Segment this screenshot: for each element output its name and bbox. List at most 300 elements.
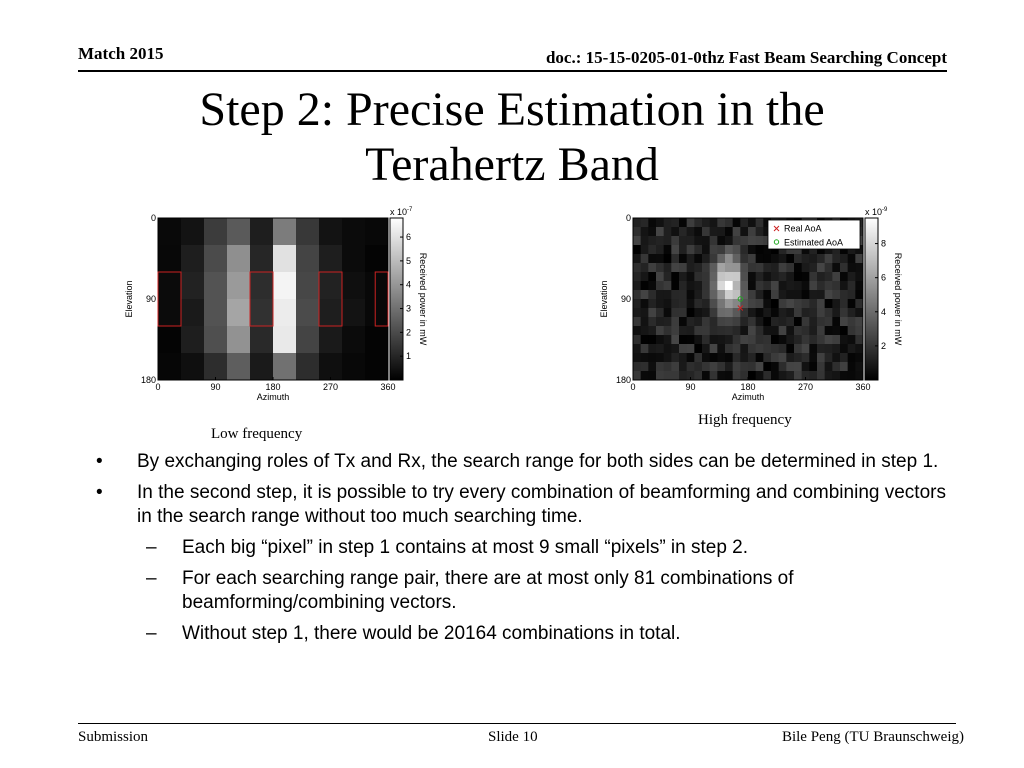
- heatmap-cell: [702, 263, 710, 272]
- heatmap-cell: [717, 254, 725, 263]
- heatmap-cell: [756, 317, 764, 326]
- heatmap-cell: [756, 344, 764, 353]
- heatmap-cell: [319, 326, 342, 353]
- heatmap-cell: [694, 335, 702, 344]
- heatmap-cell: [656, 254, 664, 263]
- heatmap-cell: [786, 290, 794, 299]
- heatmap-cell: [733, 236, 741, 245]
- heatmap-cell: [763, 272, 771, 281]
- x-tick-label: 180: [740, 382, 756, 392]
- heatmap-cell: [250, 353, 273, 380]
- bullet-item: [96, 622, 946, 646]
- heatmap-cell: [656, 326, 664, 335]
- heatmap-cell: [763, 263, 771, 272]
- heatmap-cell: [756, 299, 764, 308]
- heatmap-cell: [840, 308, 848, 317]
- heatmap-cell: [848, 281, 856, 290]
- heatmap-cell: [809, 344, 817, 353]
- heatmap-cell: [641, 299, 649, 308]
- heatmap-cell: [296, 353, 319, 380]
- heatmap-cell: [687, 344, 695, 353]
- heatmap-cell: [771, 263, 779, 272]
- heatmap-cell: [204, 218, 227, 245]
- heatmap-cell: [679, 299, 687, 308]
- heatmap-cell: [779, 353, 787, 362]
- heatmap-cell: [725, 254, 733, 263]
- bullet-item: [96, 450, 946, 474]
- heatmap-cell: [848, 362, 856, 371]
- heatmap-cell: [779, 317, 787, 326]
- heatmap-cell: [848, 299, 856, 308]
- heatmap-cell: [794, 353, 802, 362]
- heatmap-cell: [802, 272, 810, 281]
- heatmap-cell: [756, 218, 764, 227]
- heatmap-cell: [273, 218, 296, 245]
- heatmap-cell: [802, 290, 810, 299]
- heatmap-cell: [671, 326, 679, 335]
- heatmap-cell: [273, 353, 296, 380]
- heatmap-cell: [740, 245, 748, 254]
- heatmap-cell: [656, 263, 664, 272]
- heatmap-cell: [671, 353, 679, 362]
- heatmap-cell: [756, 227, 764, 236]
- heatmap-cell: [771, 281, 779, 290]
- heatmap-cell: [725, 362, 733, 371]
- heatmap-cell: [648, 335, 656, 344]
- heatmap-cell: [204, 245, 227, 272]
- heatmap-cell: [802, 326, 810, 335]
- heatmap-cell: [664, 272, 672, 281]
- slide-title-line-2: Terahertz Band: [365, 138, 659, 191]
- heatmap-cell: [771, 317, 779, 326]
- heatmap-cell: [694, 362, 702, 371]
- heatmap-cell: [817, 308, 825, 317]
- heatmap-cell: [794, 281, 802, 290]
- heatmap-cell: [641, 344, 649, 353]
- heatmap-cell: [817, 353, 825, 362]
- heatmap-cell: [648, 263, 656, 272]
- heatmap-cell: [756, 245, 764, 254]
- heatmap-cell: [158, 326, 181, 353]
- heatmap-cell: [717, 371, 725, 380]
- heatmap-cell: [809, 254, 817, 263]
- heatmap-cell: [848, 254, 856, 263]
- heatmap-cell: [296, 326, 319, 353]
- colorbar-tick-label: 2: [881, 340, 887, 351]
- heatmap-cell: [817, 335, 825, 344]
- heatmap-cell: [733, 362, 741, 371]
- heatmap-cell: [740, 371, 748, 380]
- heatmap-cell: [817, 326, 825, 335]
- heatmap-cell: [756, 371, 764, 380]
- heatmap-cell: [679, 281, 687, 290]
- heatmap-cell: [725, 344, 733, 353]
- heatmap-cell: [802, 317, 810, 326]
- heatmap-cell: [227, 326, 250, 353]
- heatmap-cell: [740, 344, 748, 353]
- heatmap-cell: [771, 353, 779, 362]
- heatmap-cell: [687, 308, 695, 317]
- heatmap-cell: [786, 344, 794, 353]
- heatmap-cell: [725, 245, 733, 254]
- heatmap-cell: [840, 371, 848, 380]
- heatmap-cell: [794, 371, 802, 380]
- heatmap-cell: [687, 236, 695, 245]
- heatmap-cell: [802, 263, 810, 272]
- heatmap-cell: [763, 362, 771, 371]
- heatmap-cell: [733, 290, 741, 299]
- heatmap-cell: [840, 281, 848, 290]
- heatmap-cell: [641, 281, 649, 290]
- colorbar-scale: [865, 207, 888, 217]
- heatmap-cell: [809, 353, 817, 362]
- heatmap-cell: [717, 299, 725, 308]
- heatmap-cell: [227, 272, 250, 299]
- heatmap-cell: [664, 317, 672, 326]
- heatmap-cell: [273, 272, 296, 299]
- heatmap-cell: [725, 218, 733, 227]
- heatmap-cell: [763, 299, 771, 308]
- heatmap-cell: [656, 299, 664, 308]
- heatmap-cell: [725, 308, 733, 317]
- heatmap-cell: [641, 371, 649, 380]
- heatmap-cell: [319, 353, 342, 380]
- heatmap-cell: [648, 281, 656, 290]
- heatmap-cell: [204, 353, 227, 380]
- heatmap-cell: [779, 371, 787, 380]
- heatmap-cell: [740, 317, 748, 326]
- heatmap-cell: [825, 290, 833, 299]
- heatmap-cell: [809, 317, 817, 326]
- heatmap-cell: [641, 353, 649, 362]
- heatmap-cell: [710, 317, 718, 326]
- heatmap-cell: [633, 371, 641, 380]
- heatmap-cell: [158, 272, 181, 299]
- heatmap-cell: [825, 353, 833, 362]
- heatmap-cell: [832, 326, 840, 335]
- colorbar-tick-label: 1: [406, 351, 412, 362]
- heatmap-cell: [694, 344, 702, 353]
- heatmap-cell: [786, 326, 794, 335]
- heatmap-cell: [786, 263, 794, 272]
- heatmap-cell: [679, 272, 687, 281]
- heatmap-cell: [365, 299, 388, 326]
- heatmap-cell: [181, 272, 204, 299]
- heatmap-cell: [717, 317, 725, 326]
- colorbar-scale-base: x 10: [865, 207, 883, 217]
- x-tick-label: 0: [630, 382, 636, 392]
- heatmap-cell: [771, 254, 779, 263]
- heatmap-cell: [710, 236, 718, 245]
- heatmap-cell: [365, 353, 388, 380]
- heatmap-cell: [633, 272, 641, 281]
- heatmap-cell: [809, 371, 817, 380]
- colorbar-tick-label: 6: [881, 272, 887, 283]
- heatmap-cell: [832, 308, 840, 317]
- heatmap-cell: [748, 254, 756, 263]
- heatmap-cell: [756, 236, 764, 245]
- heatmap-cell: [694, 371, 702, 380]
- x-tick-label: 90: [210, 382, 221, 392]
- heatmap-cell: [633, 290, 641, 299]
- heatmap-cell: [656, 353, 664, 362]
- heatmap-cell: [763, 326, 771, 335]
- footer-slide-number: Slide 10: [488, 729, 538, 745]
- colorbar-tick-label: 8: [881, 238, 887, 249]
- heatmap-cell: [825, 263, 833, 272]
- heatmap-cell: [694, 218, 702, 227]
- heatmap-cell: [710, 227, 718, 236]
- heatmap-cell: [641, 254, 649, 263]
- heatmap-cell: [656, 227, 664, 236]
- heatmap-cell: [250, 218, 273, 245]
- heatmap-cell: [717, 344, 725, 353]
- heatmap-cell: [687, 263, 695, 272]
- heatmap-cell: [679, 263, 687, 272]
- heatmap-cell: [740, 290, 748, 299]
- heatmap-cell: [848, 308, 856, 317]
- heatmap-cell: [740, 335, 748, 344]
- heatmap-cell: [733, 227, 741, 236]
- heatmap-cell: [756, 335, 764, 344]
- heatmap-cell: [694, 227, 702, 236]
- heatmap-cell: [825, 308, 833, 317]
- heatmap-cell: [848, 353, 856, 362]
- heatmap-cell: [181, 299, 204, 326]
- heatmap-cell: [296, 272, 319, 299]
- heatmap-cell: [687, 281, 695, 290]
- heatmap-cell: [702, 281, 710, 290]
- heatmap-cell: [158, 245, 181, 272]
- heatmap-cell: [779, 263, 787, 272]
- heatmap-cell: [840, 317, 848, 326]
- x-tick-label: 0: [155, 382, 161, 392]
- y-axis-label: Elevation: [599, 280, 609, 318]
- heatmap-cell: [717, 218, 725, 227]
- heatmap-cell: [733, 317, 741, 326]
- heatmap-cell: [656, 245, 664, 254]
- heatmap-cell: [710, 335, 718, 344]
- heatmap-cell: [771, 272, 779, 281]
- heatmap-cell: [855, 308, 863, 317]
- heatmap-cell: [802, 308, 810, 317]
- heatmap-cell: [832, 371, 840, 380]
- heatmap-cell: [319, 218, 342, 245]
- heatmap-cell: [817, 263, 825, 272]
- heatmap-cell: [648, 290, 656, 299]
- heatmap-cell: [855, 272, 863, 281]
- heatmap-cell: [664, 254, 672, 263]
- heatmap-cell: [664, 326, 672, 335]
- heatmap-cell: [633, 362, 641, 371]
- heatmap-cell: [694, 317, 702, 326]
- heatmap-cell: [756, 326, 764, 335]
- heatmap-cell: [725, 281, 733, 290]
- heatmap-cell: [725, 353, 733, 362]
- heatmap-cell: [832, 299, 840, 308]
- heatmap-cell: [664, 218, 672, 227]
- heatmap-cell: [633, 281, 641, 290]
- heatmap-cell: [702, 308, 710, 317]
- heatmap-cell: [840, 344, 848, 353]
- bullet-item: [96, 481, 946, 529]
- heatmap-cell: [832, 353, 840, 362]
- heatmap-cell: [702, 254, 710, 263]
- heatmap-cell: [671, 272, 679, 281]
- heatmap-cell: [725, 236, 733, 245]
- y-tick-label: 0: [625, 213, 631, 223]
- heatmap-cell: [855, 335, 863, 344]
- heatmap-cell: [848, 272, 856, 281]
- heatmap-cell: [779, 362, 787, 371]
- heatmap-cell: [832, 362, 840, 371]
- heatmap-cell: [802, 254, 810, 263]
- heatmap-cell: [740, 218, 748, 227]
- heatmap-cell: [710, 281, 718, 290]
- heatmap-cell: [825, 344, 833, 353]
- heatmap-cell: [786, 299, 794, 308]
- x-tick-label: 90: [685, 382, 696, 392]
- heatmap-cell: [641, 290, 649, 299]
- heatmap-cell: [825, 299, 833, 308]
- x-tick-label: 360: [855, 382, 871, 392]
- heatmap-cell: [694, 254, 702, 263]
- heatmap-cell: [687, 218, 695, 227]
- low-frequency-heatmap: [115, 198, 445, 410]
- heatmap-cell: [679, 254, 687, 263]
- heatmap-cell: [687, 245, 695, 254]
- heatmap-cell: [786, 371, 794, 380]
- heatmap-cell: [648, 344, 656, 353]
- heatmap-cell: [633, 236, 641, 245]
- heatmap-cell: [648, 227, 656, 236]
- colorbar: [865, 218, 878, 380]
- heatmap-cell: [733, 344, 741, 353]
- heatmap-cell: [633, 245, 641, 254]
- heatmap-cell: [671, 263, 679, 272]
- heatmap-cell: [671, 254, 679, 263]
- heatmap-cell: [756, 281, 764, 290]
- heatmap-cell: [702, 218, 710, 227]
- heatmap-cell: [848, 344, 856, 353]
- heatmap-cell: [740, 263, 748, 272]
- heatmap-cell: [809, 308, 817, 317]
- heatmap-cell: [319, 245, 342, 272]
- heatmap-cell: [825, 335, 833, 344]
- heatmap-cell: [794, 299, 802, 308]
- heatmap-cell: [809, 263, 817, 272]
- heatmap-cell: [809, 335, 817, 344]
- heatmap-cell: [710, 344, 718, 353]
- heatmap-cell: [687, 335, 695, 344]
- heatmap-cell: [641, 245, 649, 254]
- heatmap-cell: [710, 326, 718, 335]
- bullet-text: By exchanging roles of Tx and Rx, the search range for both sides can be determined in step 1.: [137, 451, 939, 472]
- heatmap-cell: [656, 290, 664, 299]
- y-tick-label: 90: [620, 294, 631, 304]
- heatmap-cell: [733, 353, 741, 362]
- heatmap-cell: [794, 272, 802, 281]
- heatmap-cell: [633, 353, 641, 362]
- heatmap-cell: [740, 362, 748, 371]
- heatmap-cell: [748, 326, 756, 335]
- heatmap-cell: [748, 299, 756, 308]
- heatmap-cell: [365, 272, 388, 299]
- heatmap-cell: [763, 353, 771, 362]
- heatmap-cell: [733, 245, 741, 254]
- heatmap-cell: [702, 236, 710, 245]
- heatmap-cell: [702, 326, 710, 335]
- heatmap-cell: [840, 326, 848, 335]
- heatmap-cell: [855, 263, 863, 272]
- y-tick-label: 0: [150, 213, 156, 223]
- heatmap-cell: [250, 326, 273, 353]
- heatmap-cell: [671, 236, 679, 245]
- x-tick-label: 270: [322, 382, 339, 392]
- heatmap-cell: [763, 308, 771, 317]
- heatmap-cell: [740, 326, 748, 335]
- heatmap-cell: [817, 371, 825, 380]
- heatmap-cell: [342, 299, 365, 326]
- heatmap-cell: [779, 254, 787, 263]
- heatmap-cell: [840, 263, 848, 272]
- heatmap-cell: [694, 326, 702, 335]
- heatmap-cell: [840, 362, 848, 371]
- heatmap-cell: [779, 299, 787, 308]
- heatmap-cell: [825, 317, 833, 326]
- heatmap-cell: [794, 290, 802, 299]
- heatmap-cell: [342, 272, 365, 299]
- heatmap-cell: [227, 245, 250, 272]
- heatmap-cell: [771, 299, 779, 308]
- heatmap-cell: [717, 326, 725, 335]
- heatmap-cell: [817, 254, 825, 263]
- heatmap-cell: [694, 353, 702, 362]
- heatmap-cell: [679, 335, 687, 344]
- header-date: Match 2015: [78, 44, 164, 63]
- heatmap-cell: [817, 272, 825, 281]
- heatmap-cell: [855, 344, 863, 353]
- heatmap-cell: [656, 371, 664, 380]
- heatmap-cell: [848, 317, 856, 326]
- heatmap-cell: [641, 335, 649, 344]
- heatmap-cell: [687, 272, 695, 281]
- bullet-list: [96, 450, 946, 653]
- colorbar-scale: [390, 207, 413, 217]
- heatmap-cell: [679, 353, 687, 362]
- heatmap-cell: [656, 317, 664, 326]
- heatmap-cell: [786, 254, 794, 263]
- heatmap-cell: [633, 299, 641, 308]
- heatmap-cell: [181, 353, 204, 380]
- heatmap-cell: [733, 371, 741, 380]
- bullet-marker: •: [96, 482, 103, 503]
- heatmap-cell: [779, 281, 787, 290]
- colorbar-tick-label: 3: [406, 303, 412, 314]
- heatmap-cell: [748, 281, 756, 290]
- heatmap-cell: [664, 335, 672, 344]
- heatmap-cell: [717, 245, 725, 254]
- bullet-item: [96, 536, 946, 560]
- heatmap-cell: [702, 245, 710, 254]
- high-frequency-caption: High frequency: [698, 412, 792, 428]
- heatmap-cell: [296, 245, 319, 272]
- heatmap-cell: [296, 218, 319, 245]
- heatmap-cell: [855, 254, 863, 263]
- heatmap-cell: [809, 299, 817, 308]
- heatmap-cell: [733, 335, 741, 344]
- heatmap-cell: [763, 281, 771, 290]
